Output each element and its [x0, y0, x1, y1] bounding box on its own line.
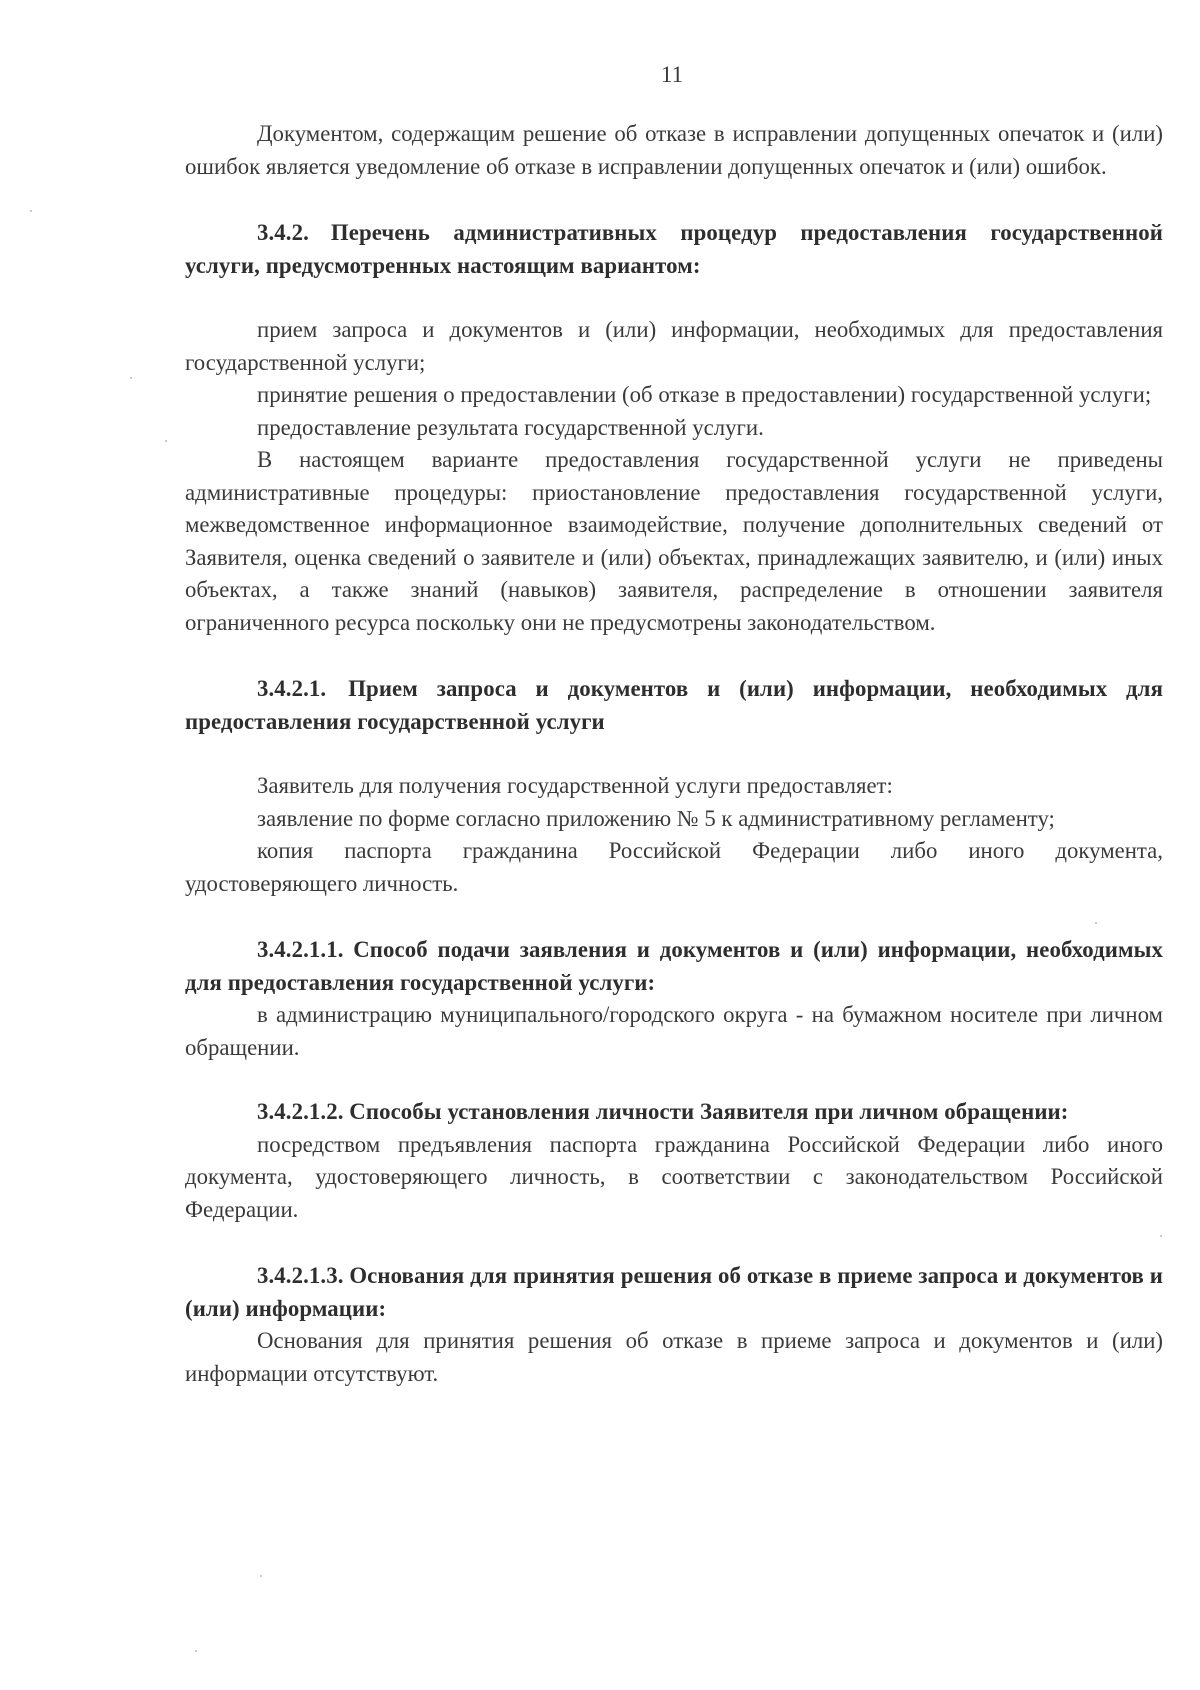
scan-speck [30, 210, 32, 212]
heading-3-4-2-1 [185, 673, 1163, 738]
scan-speck [195, 1650, 197, 1652]
scan-speck [130, 377, 132, 379]
heading-3-4-2-1-3: 3.4.2.1.3. Основания для принятия решения об отказе в приеме запроса и документов и (или) информации: [185, 1263, 1163, 1321]
heading-number: 3.4.2.1. [257, 676, 327, 701]
paragraph-submission-method: в администрацию муниципального/городского округа - на бумажном носителе при личном обращении. [185, 1002, 1163, 1060]
paragraph-identity-methods: посредством предъявления паспорта гражданина Российской Федерации либо иного документа, удостоверяющего личность, в соответствии с законодательством Российской Федерации. [185, 1131, 1163, 1222]
heading-text: Прием запроса и документов и (или) информации, необходимых для предоставления государственной услуги [185, 676, 1163, 734]
paragraph-refusal-grounds: Основания для принятия решения об отказе в приеме запроса и документов и (или) информации отсутствуют. [185, 1328, 1163, 1386]
heading-3-4-2 [185, 217, 1163, 282]
heading-3-4-2-1-2: 3.4.2.1.2. Способы установления личности Заявителя при личном обращении: [257, 1099, 1069, 1124]
paragraph-procedure-1: прием запроса и документов и (или) информации, необходимых для предоставления государственной услуги; [185, 317, 1163, 375]
scan-speck [1095, 922, 1097, 924]
paragraph-applicant-provides: Заявитель для получения государственной услуги предоставляет: [257, 773, 893, 798]
scan-speck [1160, 1235, 1162, 1237]
scan-speck [165, 440, 167, 442]
heading-number: 3.4.2. [257, 220, 309, 245]
paragraph-procedure-3: предоставление результата государственной услуги. [257, 414, 764, 440]
paragraph-application-form: заявление по форме согласно приложению № 5 к административному регламенту; [257, 805, 1055, 831]
heading-3-4-2-1-1: 3.4.2.1.1. Способ подачи заявления и документов и (или) информации, необходимых для предоставления государственной услуги: [185, 937, 1163, 995]
heading-text: Перечень административных процедур предоставления государственной услуги, предусмотренных настоящим вариантом: [185, 220, 1163, 278]
paragraph-passport-copy: копия паспорта гражданина Российской Федерации либо иного документа, удостоверяющего личность. [185, 838, 1163, 896]
document-body [185, 118, 1163, 1390]
page-number: 11 [660, 62, 684, 87]
scan-speck [260, 1575, 262, 1577]
paragraph-procedure-2: принятие решения о предоставлении (об отказе в предоставлении) государственной услуги; [257, 382, 1152, 407]
paragraph-refusal-document: Документом, содержащим решение об отказе в исправлении допущенных опечаток и (или) ошибок является уведомление об отказе в исправлении допущенных опечаток и (или) ошибок. [185, 121, 1163, 179]
paragraph-not-included-procedures: В настоящем варианте предоставления государственной услуги не приведены административные процедуры: приостановление предоставления государственной услуги, межведомственное информационное взаимодействие, получение дополнительных сведений от Заявителя, оценка сведений о заявителе и (или) объектах, принадлежащих заявителю, и (или) иных объектах, а также знаний (навыков) заявителя, распределение в отношении заявителя ограниченного ресурса поскольку они не предусмотрены законодательством. [185, 447, 1163, 635]
